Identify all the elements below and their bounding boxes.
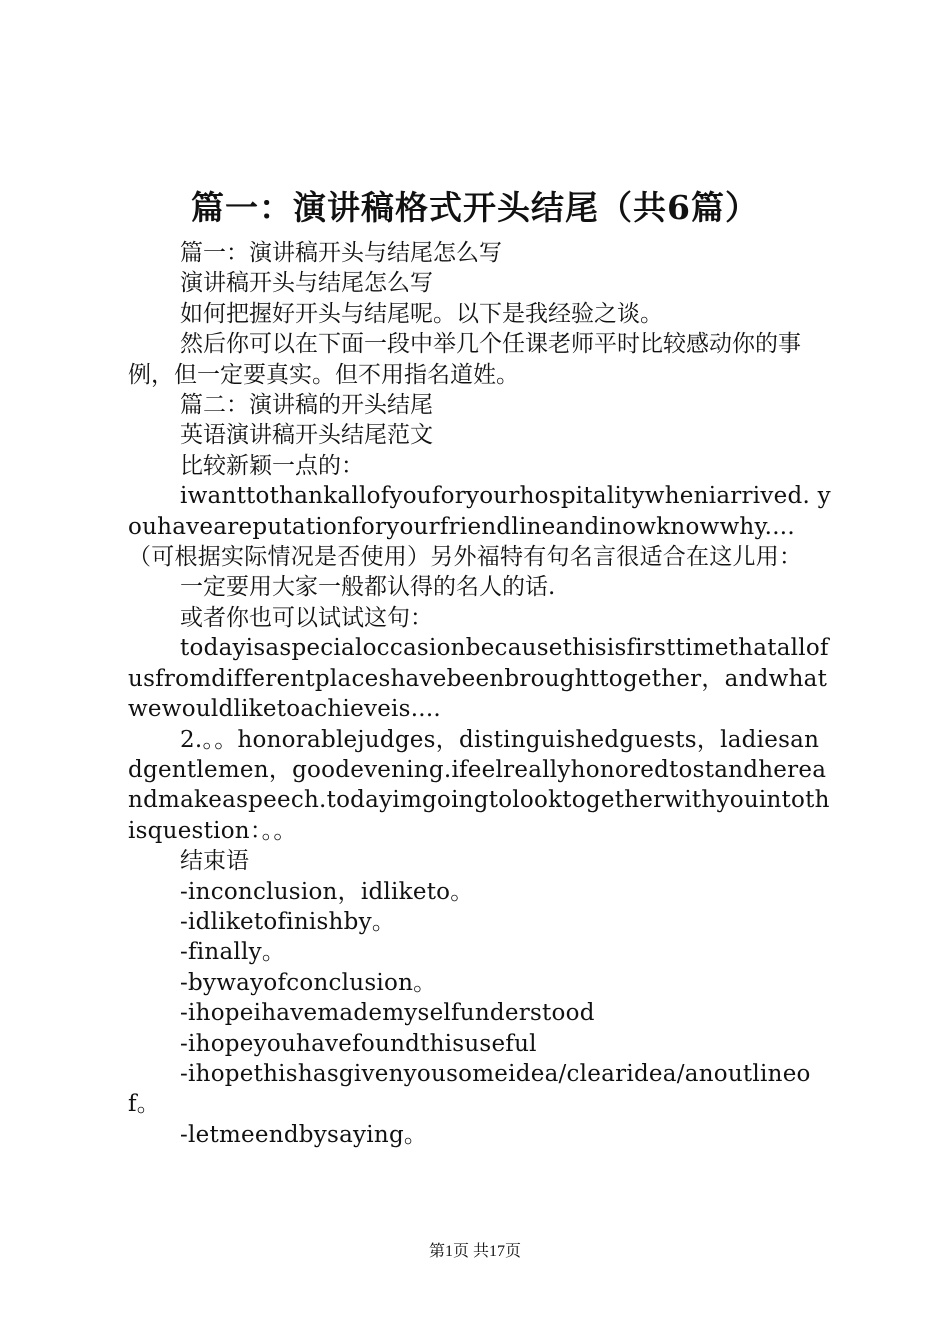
paragraph: -bywayofconclusion。: [180, 969, 437, 996]
paragraph: todayisaspecialoccasionbecausethisisfirsttimethatallofusfromdifferentplaceshavebeenbroughttogether，andwhatwewouldliketoachieveis....: [128, 635, 829, 723]
paragraph: -idliketofinishby。: [180, 908, 396, 935]
paragraph: 一定要用大家一般都认得的名人的话.: [180, 574, 556, 601]
paragraph: -ihopeihavemademyselfunderstood: [180, 1000, 595, 1027]
paragraph: 结束语: [180, 848, 249, 875]
paragraph: 篇二：演讲稿的开头结尾: [180, 392, 433, 419]
paragraph: -finally。: [180, 939, 286, 966]
page-number-footer: 第1页 共17页: [428, 1243, 521, 1260]
paragraph: 然后你可以在下面一段中举几个任课老师平时比较感动你的事例，但一定要真实。但不用指名道姓。: [128, 331, 801, 388]
paragraph: -inconclusion，idliketo。: [180, 878, 474, 905]
paragraph: iwanttothankallofyouforyourhospitalitywheniarrived. youhaveareputationforyourfriendlineandinowknowwhy....（可根据实际情况是否使用）另外福特有句名言很适合在这儿用：: [128, 483, 831, 571]
paragraph: 2.。。honorablejudges，distinguishedguests，ladiesandgentlemen，goodevening.ifeelreallyhonoredtostandhereandmakeaspeech.todayimgoingtolooktogetherwithyouintothisquestion：。。: [128, 726, 830, 844]
paragraph: 演讲稿开头与结尾怎么写: [180, 270, 433, 297]
document-body: [128, 238, 832, 1150]
paragraph: -ihopethishasgivenyousomeidea/clearidea/anoutlineof。: [128, 1060, 811, 1118]
paragraph: -letmeendbysaying。: [180, 1121, 428, 1148]
paragraph: -ihopeyouhavefoundthisuseful: [180, 1030, 537, 1057]
paragraph: 篇一：演讲稿开头与结尾怎么写: [180, 240, 502, 266]
document-title: 篇一：演讲稿格式开头结尾（共6篇）: [191, 188, 759, 227]
paragraph: 英语演讲稿开头结尾范文: [180, 422, 433, 449]
paragraph: 或者你也可以试试这句：: [180, 604, 433, 631]
paragraph: 比较新颖一点的：: [180, 452, 364, 479]
paragraph: 如何把握好开头与结尾呢。以下是我经验之谈。: [180, 300, 663, 327]
